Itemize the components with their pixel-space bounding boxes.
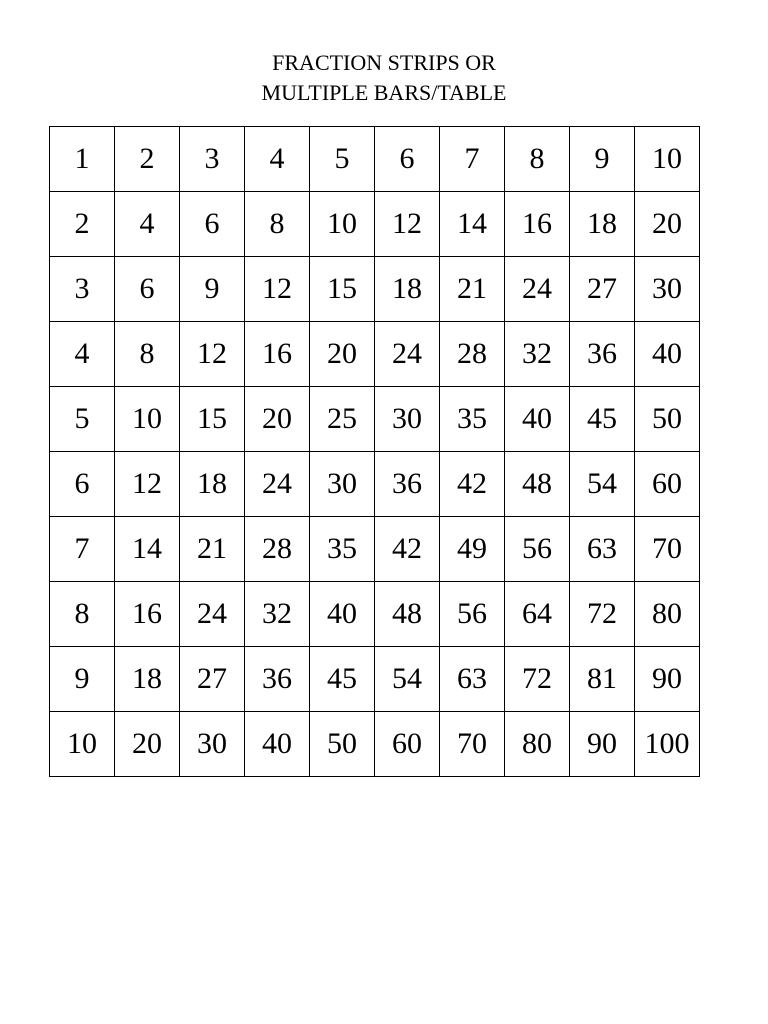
table-cell: 35 [440,387,505,452]
table-row [50,387,700,452]
table-cell: 3 [180,127,245,192]
table-cell: 30 [375,387,440,452]
table-cell: 72 [505,647,570,712]
table-cell: 100 [635,712,700,777]
table-cell: 81 [570,647,635,712]
table-cell: 27 [570,257,635,322]
table-cell: 4 [50,322,115,387]
table-cell: 1 [50,127,115,192]
table-cell: 18 [570,192,635,257]
title-line-1: FRACTION STRIPS OR [272,50,496,75]
table-cell: 4 [245,127,310,192]
table-cell: 24 [245,452,310,517]
table-cell: 24 [375,322,440,387]
table-cell: 35 [310,517,375,582]
table-cell: 36 [375,452,440,517]
table-cell: 5 [50,387,115,452]
table-cell: 8 [505,127,570,192]
table-cell: 12 [375,192,440,257]
table-cell: 14 [115,517,180,582]
table-cell: 10 [635,127,700,192]
table-cell: 7 [50,517,115,582]
table-cell: 2 [50,192,115,257]
title-line-2: MULTIPLE BARS/TABLE [261,80,507,105]
table-cell: 8 [245,192,310,257]
table-cell: 60 [375,712,440,777]
table-cell: 9 [570,127,635,192]
table-cell: 40 [245,712,310,777]
table-cell: 6 [375,127,440,192]
table-cell: 54 [570,452,635,517]
table-cell: 24 [180,582,245,647]
table-cell: 12 [180,322,245,387]
table-cell: 16 [245,322,310,387]
table-cell: 16 [115,582,180,647]
table-cell: 20 [115,712,180,777]
table-row [50,647,700,712]
table-cell: 20 [310,322,375,387]
table-cell: 8 [115,322,180,387]
table-cell: 24 [505,257,570,322]
table-cell: 56 [505,517,570,582]
table-cell: 63 [570,517,635,582]
table-cell: 63 [440,647,505,712]
table-cell: 21 [440,257,505,322]
table-cell: 80 [505,712,570,777]
table-cell: 6 [180,192,245,257]
table-cell: 7 [440,127,505,192]
table-cell: 18 [180,452,245,517]
table-cell: 6 [115,257,180,322]
table-cell: 32 [245,582,310,647]
table-cell: 14 [440,192,505,257]
table-cell: 90 [635,647,700,712]
table-cell: 10 [115,387,180,452]
table-cell: 49 [440,517,505,582]
table-cell: 72 [570,582,635,647]
table-cell: 30 [310,452,375,517]
table-cell: 64 [505,582,570,647]
table-cell: 70 [635,517,700,582]
table-cell: 8 [50,582,115,647]
table-cell: 30 [180,712,245,777]
table-row [50,257,700,322]
table-row [50,712,700,777]
table-cell: 40 [635,322,700,387]
table-cell: 3 [50,257,115,322]
table-cell: 9 [50,647,115,712]
multiplication-table-body [50,127,700,777]
table-cell: 40 [505,387,570,452]
table-cell: 42 [440,452,505,517]
table-cell: 12 [245,257,310,322]
table-cell: 32 [505,322,570,387]
table-cell: 10 [310,192,375,257]
table-cell: 48 [505,452,570,517]
table-cell: 56 [440,582,505,647]
table-cell: 16 [505,192,570,257]
table-cell: 28 [245,517,310,582]
table-cell: 10 [50,712,115,777]
table-row [50,322,700,387]
table-cell: 54 [375,647,440,712]
table-cell: 40 [310,582,375,647]
table-cell: 80 [635,582,700,647]
table-cell: 45 [310,647,375,712]
table-cell: 2 [115,127,180,192]
table-cell: 18 [115,647,180,712]
table-cell: 25 [310,387,375,452]
table-cell: 20 [245,387,310,452]
table-cell: 21 [180,517,245,582]
table-cell: 48 [375,582,440,647]
table-row [50,452,700,517]
table-cell: 28 [440,322,505,387]
table-cell: 70 [440,712,505,777]
table-cell: 5 [310,127,375,192]
table-cell: 12 [115,452,180,517]
table-cell: 30 [635,257,700,322]
multiplication-table [49,126,700,777]
table-cell: 9 [180,257,245,322]
table-cell: 15 [180,387,245,452]
table-row [50,582,700,647]
table-cell: 36 [570,322,635,387]
table-cell: 36 [245,647,310,712]
table-cell: 45 [570,387,635,452]
table-row [50,517,700,582]
page-title [0,48,768,108]
table-cell: 90 [570,712,635,777]
table-cell: 27 [180,647,245,712]
table-cell: 18 [375,257,440,322]
table-cell: 42 [375,517,440,582]
table-cell: 15 [310,257,375,322]
table-cell: 50 [310,712,375,777]
table-cell: 6 [50,452,115,517]
table-row [50,127,700,192]
table-cell: 20 [635,192,700,257]
table-row [50,192,700,257]
table-cell: 50 [635,387,700,452]
table-cell: 60 [635,452,700,517]
table-cell: 4 [115,192,180,257]
